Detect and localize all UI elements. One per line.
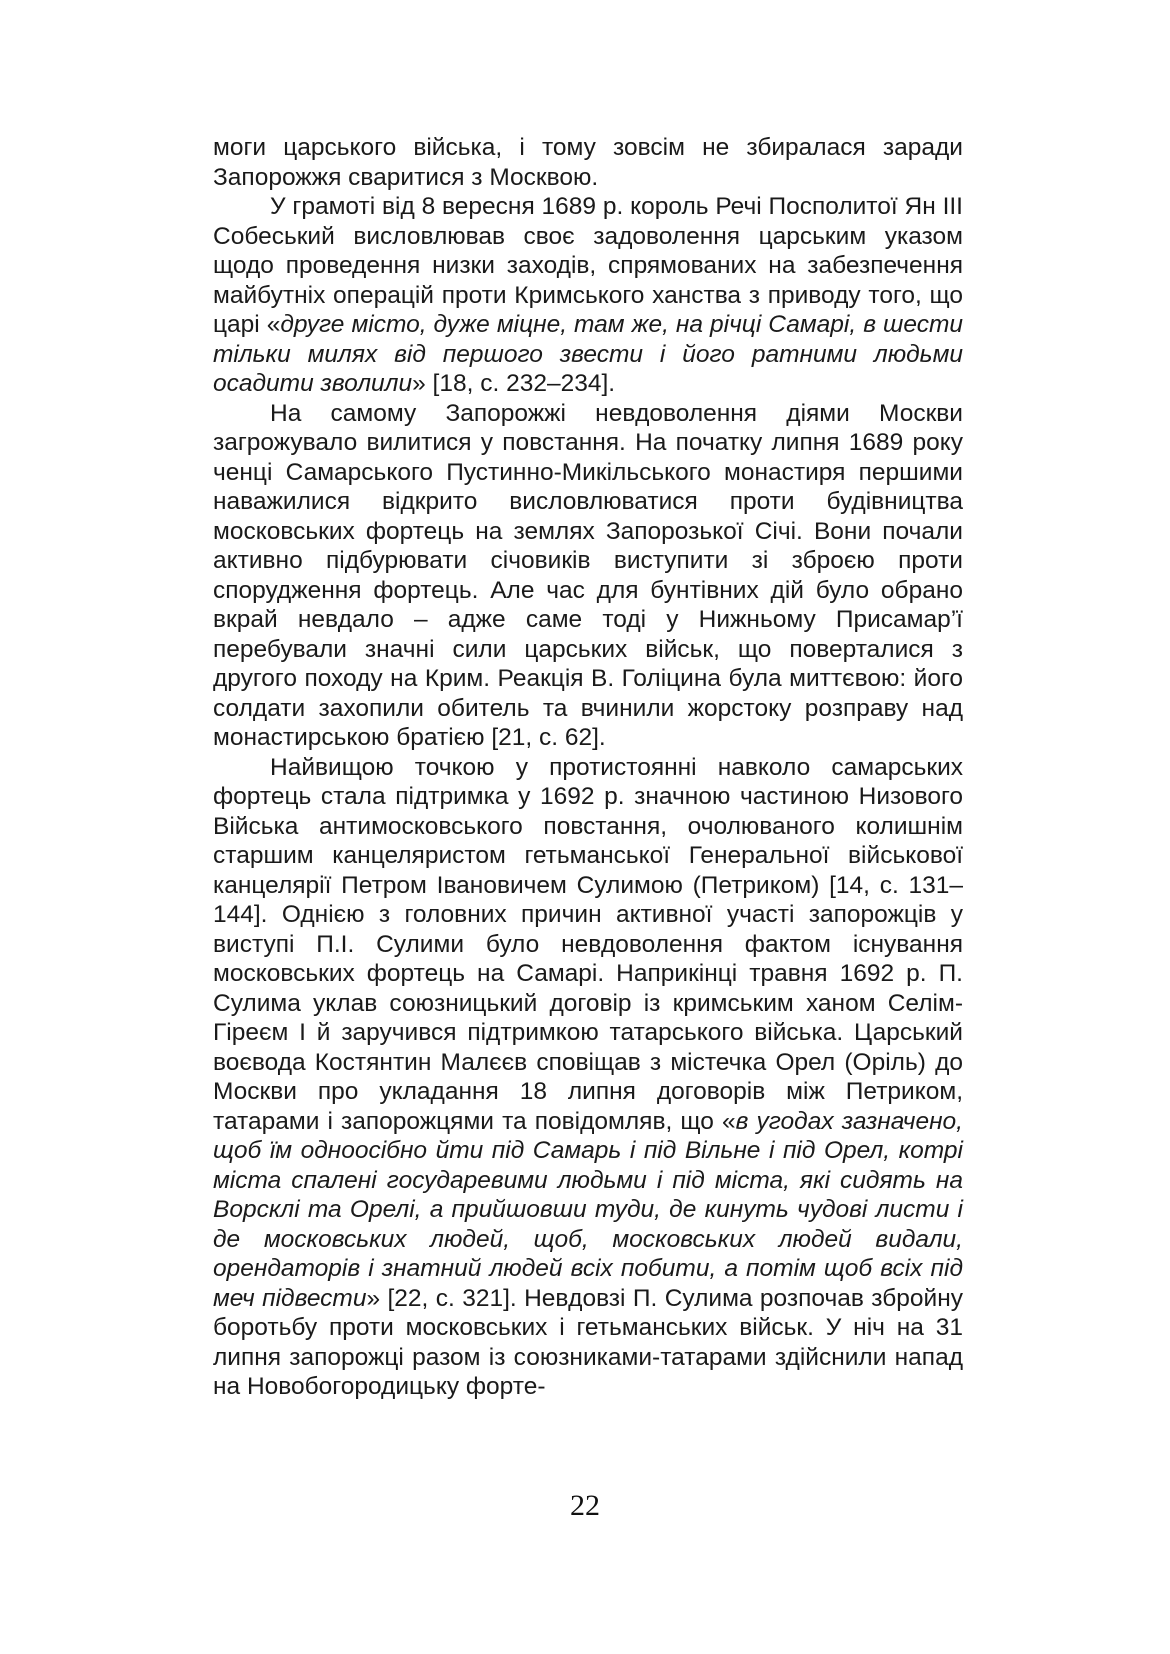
- paragraph-3-text: На самому Запорожжі невдоволення діями Москви загрожувало вилитися у повстання. На початку липня 1689 року ченці Самарського Пустинно-Микільського монастиря першими наважилися відкрито висловлюватися проти будівництва московських фортець на землях Запорозької Січі. Вони почали активно підбурювати січовиків виступити зі зброєю проти спорудження фортець. Але час для бунтівних дій було обрано вкрай невдало – адже саме тоді у Нижньому Присамар’ї перебували значні сили царських військ, що поверталися з другого походу на Крим. Реакція В. Голіцина була миттєвою: його солдати захопили обитель та вчинили жорстоку розправу над монастирською братією [21, с. 62].: [213, 399, 963, 751]
- paragraph-4: [213, 753, 963, 1402]
- paragraph-4-quote: в угодах зазначено, щоб їм одноосібно йти під Самарь і під Вільне і під Орел, котрі міста спалені государевими людьми і під міста, які сидять на Ворсклі та Орелі, а прийшовши туди, де кинуть чудові листи і де московських людей, щоб, московських людей видали, орендаторів і знатний людей всіх побити, а потім щоб всіх під меч підвести: [213, 1107, 963, 1312]
- paragraph-1: [213, 133, 963, 192]
- paragraph-3: [213, 399, 963, 753]
- paragraph-1-text: моги царського війська, і тому зовсім не збиралася заради Запорожжя сваритися з Москвою.: [213, 134, 963, 191]
- paragraph-4-text-b: » [22, с. 321]. Невдовзі П. Сулима розпочав збройну боротьбу проти московських і гетьманських військ. У ніч на 31 липня запорожці разом із союзниками-татарами здійснили напад на Новобогородицьку форте-: [213, 1284, 964, 1400]
- paragraph-4-text-a: Найвищою точкою у протистоянні навколо самарських фортець стала підтримка у 1692 р. значною частиною Низового Війська антимосковського повстання, очолюваного колишнім старшим канцеляристом гетьманської Генеральної військової канцелярії Петром Івановичем Сулимою (Петриком) [14, с. 131–144]. Однією з головних причин активної участі запорожців у виступі П.І. Сулими було невдоволення фактом існування московських фортець на Самарі. Наприкінці травня 1692 р. П. Сулима уклав союзницький договір із кримським ханом Селім-Гіреєм I й заручився підтримкою татарського війська. Царський воєвода Костянтин Малєєв сповіщав з містечка Орел (Оріль) до Москви про укладання 18 липня договорів між Петриком, татарами і запорожцями та повідомляв, що «: [213, 753, 963, 1135]
- page-number: 22: [570, 1489, 600, 1522]
- paragraph-2: [213, 192, 963, 399]
- paragraph-2-text-b: » [18, с. 232–234].: [412, 370, 616, 397]
- paragraph-2-quote: друге місто, дуже міцне, там же, на річці Самарі, в шести тільки милях від першого звести і його ратними людьми осадити зволили: [213, 311, 963, 397]
- paragraph-2-text-a: У грамоті від 8 вересня 1689 р. король Речі Посполитої Ян III Собеський висловлював своє задоволення царським указом щодо проведення низки заходів, спрямованих на забезпечення майбутніх операцій проти Кримського ханства з приводу того, що царі «: [213, 193, 963, 338]
- page-body: [213, 133, 963, 1402]
